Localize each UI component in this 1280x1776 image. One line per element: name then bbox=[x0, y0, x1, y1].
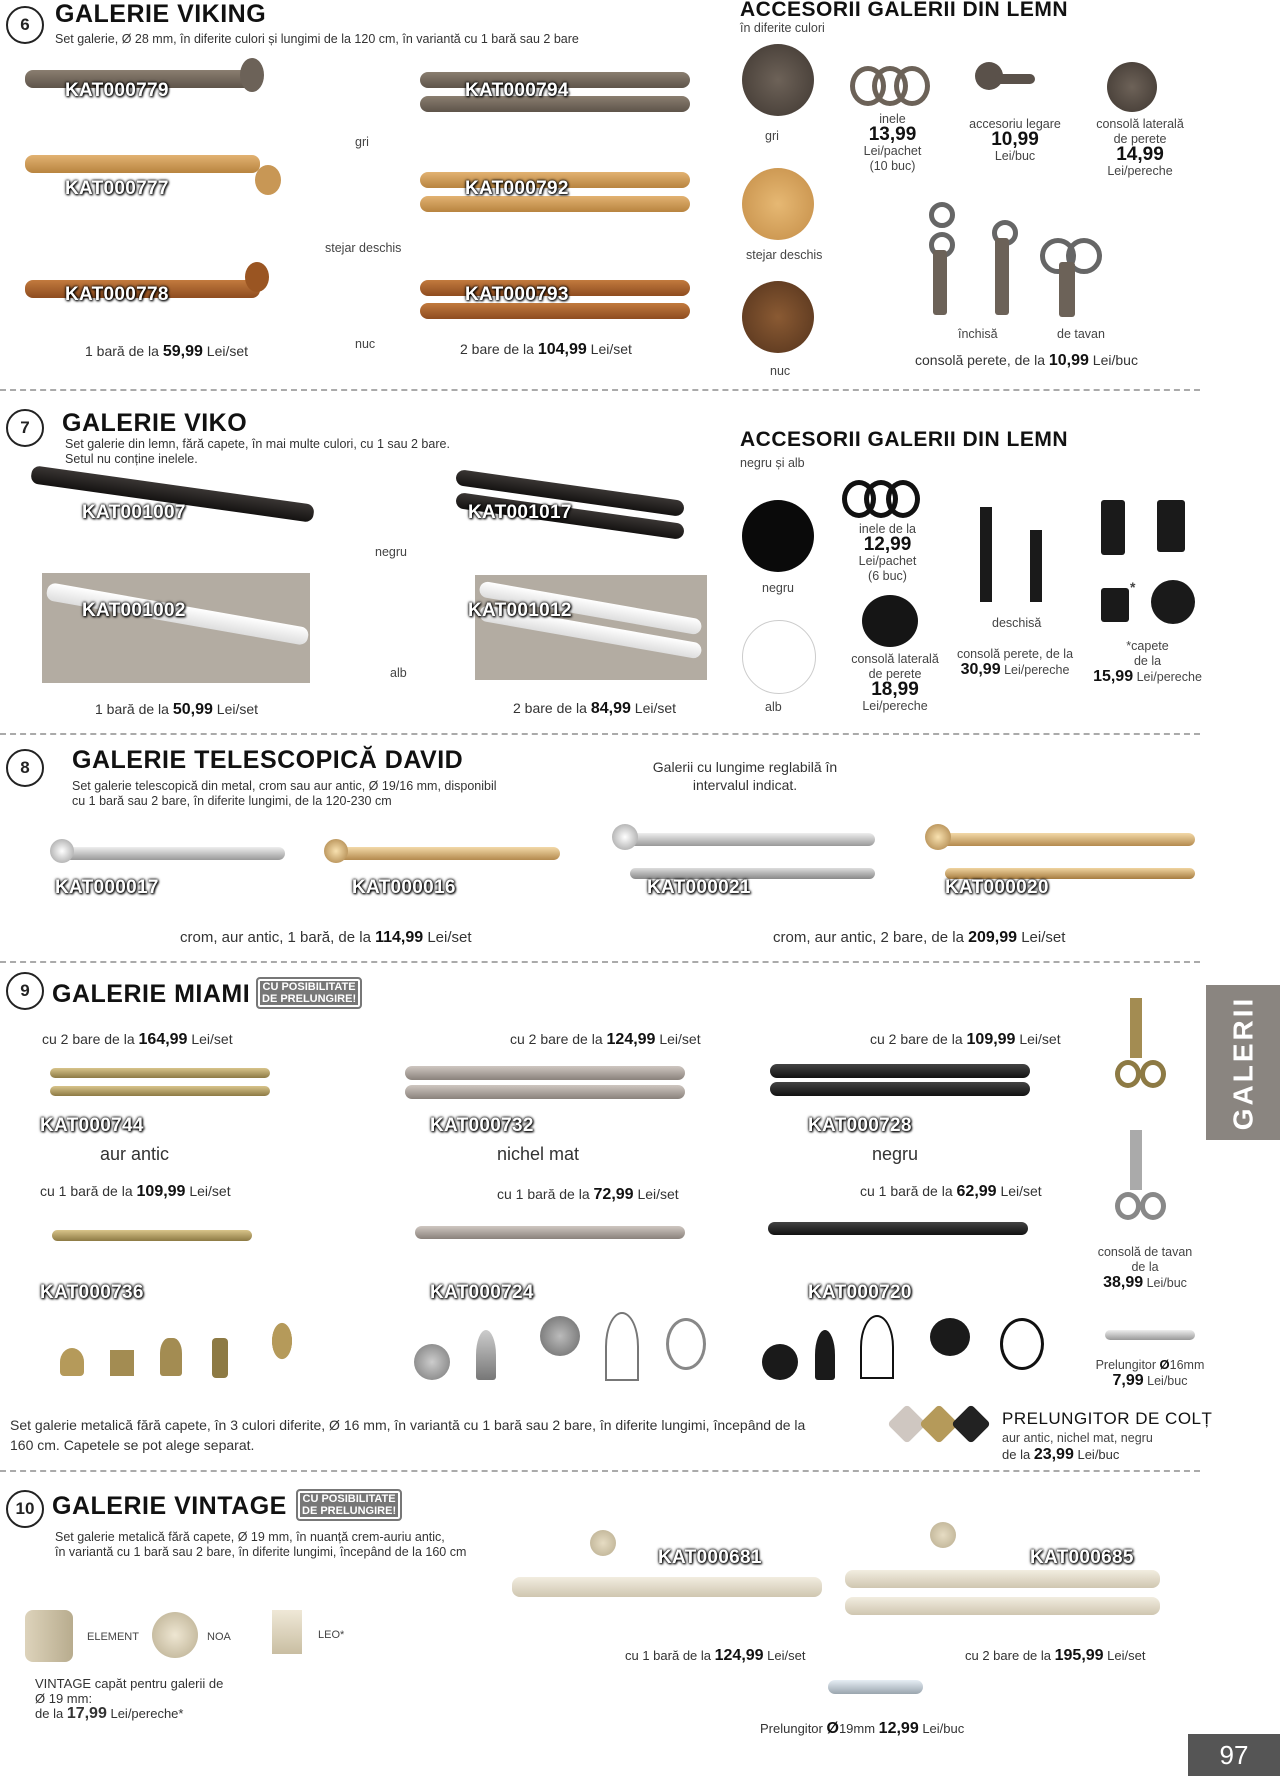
accessories-title: ACCESORII GALERII DIN LEMN bbox=[740, 0, 1069, 21]
color-swatch-negru bbox=[742, 500, 814, 572]
product-code: KAT000017 bbox=[55, 877, 159, 898]
accessory-ceiling-bracket: consolă de tavan de la 38,99 Lei/buc bbox=[1097, 1245, 1193, 1291]
color-label: alb bbox=[390, 666, 407, 680]
product-code: KAT000794 bbox=[465, 80, 569, 101]
accessories-subtitle: negru și alb bbox=[740, 456, 805, 470]
product-code: KAT001007 bbox=[82, 502, 186, 523]
section-title: GALERIE VIKING bbox=[55, 0, 267, 28]
color-label: stejar deschis bbox=[325, 241, 402, 255]
accessories-title: ACCESORII GALERII DIN LEMN bbox=[740, 428, 1069, 451]
swatch-label: nuc bbox=[770, 364, 791, 378]
bracket-label: deschisă bbox=[992, 616, 1042, 630]
price-2-bars: cu 2 bare de la 109,99 Lei/set bbox=[870, 1031, 1061, 1048]
accessory-side-bracket: consolă laterală de perete 18,99 Lei/pereche bbox=[851, 652, 939, 713]
side-bracket-image bbox=[1107, 62, 1157, 112]
price-2-bars: 2 bare de la 84,99 Lei/set bbox=[513, 700, 677, 717]
color-label: nuc bbox=[355, 337, 376, 351]
extension-price: Prelungitor Ø19mm 12,99 Lei/buc bbox=[760, 1720, 965, 1737]
section-description: Set galerie metalică fără capete, Ø 19 mm, în nuanță crem-auriu antic, în variantă cu 1 bară sau 2 bare, în diferite lungimi, începând de la 160 cm bbox=[55, 1530, 467, 1559]
product-code: KAT000720 bbox=[808, 1282, 912, 1303]
accessory-tieback: accesoriu legare 10,99 Lei/buc bbox=[969, 117, 1061, 163]
color-label: aur antic bbox=[100, 1144, 170, 1164]
section-number: 6 bbox=[6, 6, 44, 44]
category-tab: GALERII bbox=[1206, 985, 1280, 1140]
section-number: 10 bbox=[6, 1490, 44, 1528]
color-swatch-gri bbox=[742, 44, 814, 116]
section-title: GALERIE MIAMI bbox=[52, 980, 251, 1008]
end-cap-label: LEO* bbox=[318, 1629, 345, 1641]
end-cap-label: ELEMENT bbox=[87, 1631, 139, 1643]
color-label: negru bbox=[375, 545, 407, 559]
product-code: KAT001017 bbox=[468, 502, 572, 523]
price-1-bar: 1 bară de la 59,99 Lei/set bbox=[85, 343, 249, 360]
product-code: KAT000732 bbox=[430, 1115, 534, 1136]
product-code: KAT000020 bbox=[945, 877, 1049, 898]
price-1-bar: cu 1 bară de la 124,99 Lei/set bbox=[625, 1647, 806, 1664]
divider bbox=[0, 1470, 1200, 1472]
corner-extension-title: PRELUNGITOR DE COLȚ bbox=[1002, 1409, 1213, 1428]
accessory-end-caps: *capete de la 15,99 Lei/pereche bbox=[1093, 639, 1202, 685]
accessory-rings: inele 13,99 Lei/pachet (10 buc) bbox=[863, 112, 922, 173]
price-2-bars: 2 bare de la 104,99 Lei/set bbox=[460, 341, 632, 358]
price-1-bar: crom, aur antic, 1 bară, de la 114,99 Lei/set bbox=[180, 929, 472, 946]
color-label: gri bbox=[355, 135, 369, 149]
product-code: KAT000724 bbox=[430, 1282, 534, 1303]
price-1-bar: 1 bară de la 50,99 Lei/set bbox=[95, 701, 259, 718]
page-number: 97 bbox=[1188, 1734, 1280, 1776]
section-description: Set galerie, Ø 28 mm, în diferite culori și lungimi de la 120 cm, în variantă cu 1 bară sau 2 bare bbox=[55, 32, 579, 46]
section-title: GALERIE VINTAGE bbox=[52, 1492, 287, 1520]
accessory-rings: inele de la 12,99 Lei/pachet (6 buc) bbox=[858, 522, 917, 583]
corner-extension-price: de la 23,99 Lei/buc bbox=[1002, 1446, 1120, 1463]
side-bracket-image bbox=[862, 595, 918, 647]
color-swatch-alb bbox=[742, 620, 816, 694]
color-label: negru bbox=[872, 1144, 919, 1164]
price-2-bars: cu 2 bare de la 164,99 Lei/set bbox=[42, 1031, 233, 1048]
product-code: KAT000021 bbox=[647, 877, 751, 898]
color-swatch-nuc bbox=[742, 281, 814, 353]
accessory-side-bracket: consolă laterală de perete 14,99 Lei/pereche bbox=[1096, 117, 1184, 178]
price-2-bars: cu 2 bare de la 195,99 Lei/set bbox=[965, 1647, 1146, 1664]
section-title: GALERIE VIKO bbox=[62, 409, 248, 437]
accessory-extension: Prelungitor Ø16mm 7,99 Lei/buc bbox=[1095, 1357, 1205, 1389]
divider bbox=[0, 733, 1200, 735]
section-description: Set galerie din lemn, fără capete, în mai multe culori, cu 1 sau 2 bare. Setul nu conține inelele. bbox=[65, 437, 450, 466]
product-code: KAT001012 bbox=[468, 600, 572, 621]
product-code: KAT000793 bbox=[465, 284, 569, 305]
extension-badge: CU POSIBILITATE DE PRELUNGIRE! bbox=[256, 977, 362, 1009]
product-code: KAT000016 bbox=[352, 877, 456, 898]
bracket-price: consolă perete, de la 30,99 Lei/pereche bbox=[956, 647, 1074, 678]
star-mark: * bbox=[1130, 579, 1136, 595]
section-number: 8 bbox=[6, 749, 44, 787]
extension-image bbox=[1105, 1330, 1195, 1340]
accessories-subtitle: în diferite culori bbox=[740, 21, 825, 35]
extension-image bbox=[828, 1680, 923, 1694]
product-code: KAT000681 bbox=[658, 1547, 762, 1568]
price-2-bars: cu 2 bare de la 124,99 Lei/set bbox=[510, 1031, 701, 1048]
swatch-label: alb bbox=[765, 700, 782, 714]
section-description: Set galerie metalică fără capete, în 3 culori diferite, Ø 16 mm, în variantă cu 1 bară sau 2 bare, în diferite lungimi, începând de la 160 cm. Capetele se pot alege separat. bbox=[10, 1417, 806, 1453]
bracket-price: consolă perete, de la 10,99 Lei/buc bbox=[915, 352, 1138, 369]
product-code: KAT000777 bbox=[65, 178, 169, 199]
color-label: nichel mat bbox=[497, 1144, 580, 1164]
end-cap-description: VINTAGE capăt pentru galerii de Ø 19 mm: de la 17,99 Lei/pereche* bbox=[35, 1676, 224, 1722]
product-code: KAT000779 bbox=[65, 80, 169, 101]
price-1-bar: cu 1 bară de la 62,99 Lei/set bbox=[860, 1183, 1042, 1200]
swatch-label: negru bbox=[762, 581, 794, 595]
swatch-label: stejar deschis bbox=[746, 248, 823, 262]
section-description: Set galerie telescopică din metal, crom sau aur antic, Ø 19/16 mm, disponibil cu 1 bară sau 2 bare, în diferite lungimi, de la 120-230 cm bbox=[72, 779, 497, 808]
product-code: KAT000792 bbox=[465, 178, 569, 199]
extension-badge: CU POSIBILITATE DE PRELUNGIRE! bbox=[296, 1489, 402, 1521]
bracket-label: de tavan bbox=[1057, 327, 1105, 341]
product-code: KAT000744 bbox=[40, 1115, 144, 1136]
bracket-label: închisă bbox=[958, 327, 998, 341]
note: Galerii cu lungime reglabilă în intervalul indicat. bbox=[652, 759, 838, 793]
section-title: GALERIE TELESCOPICĂ DAVID bbox=[72, 746, 464, 774]
divider bbox=[0, 961, 1200, 963]
color-swatch-stejar bbox=[742, 168, 814, 240]
section-number: 7 bbox=[6, 409, 44, 447]
product-code: KAT000736 bbox=[40, 1282, 144, 1303]
product-code: KAT000778 bbox=[65, 284, 169, 305]
product-code: KAT000728 bbox=[808, 1115, 912, 1136]
price-2-bars: crom, aur antic, 2 bare, de la 209,99 Lei/set bbox=[773, 929, 1066, 946]
corner-extension-colors: aur antic, nichel mat, negru bbox=[1002, 1431, 1153, 1445]
swatch-label: gri bbox=[765, 129, 779, 143]
end-cap-label: NOA bbox=[207, 1631, 231, 1643]
price-1-bar: cu 1 bară de la 109,99 Lei/set bbox=[40, 1183, 231, 1200]
price-1-bar: cu 1 bară de la 72,99 Lei/set bbox=[497, 1186, 679, 1203]
section-number: 9 bbox=[6, 972, 44, 1010]
product-code: KAT001002 bbox=[82, 600, 186, 621]
divider bbox=[0, 389, 1200, 391]
product-code: KAT000685 bbox=[1030, 1547, 1134, 1568]
